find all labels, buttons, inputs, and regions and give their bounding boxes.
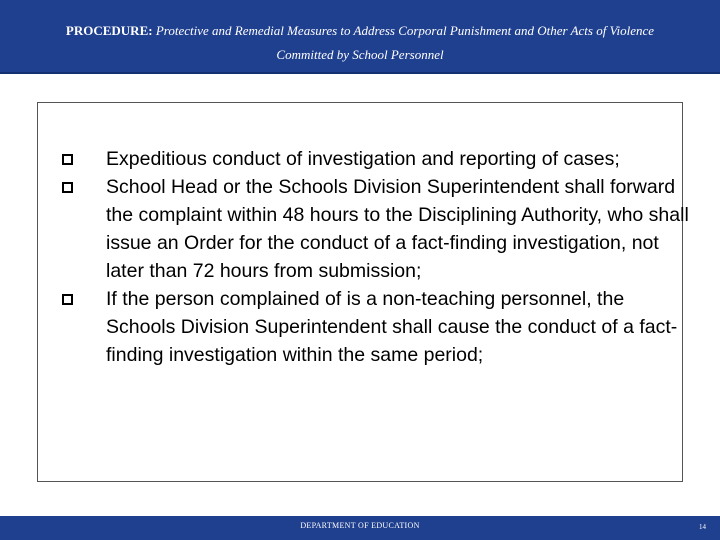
procedure-label: PROCEDURE: bbox=[65, 23, 153, 38]
header-title-line-2: Committed by School Personnel bbox=[276, 47, 444, 62]
checkbox-bullet-icon bbox=[62, 182, 73, 193]
checkbox-bullet-icon bbox=[62, 294, 73, 305]
bullet-list bbox=[60, 145, 690, 369]
bullet-text: If the person complained of is a non-teaching personnel, the Schools Division Superintendent shall cause the conduct of a fact-finding investigation within the same period; bbox=[106, 288, 678, 366]
header-title-part-1: Protective and Remedial Measures to Address Corporal Punishment and Other Acts of Violence bbox=[155, 23, 655, 38]
header-title-line-1 bbox=[0, 22, 720, 40]
bullet-text: Expeditious conduct of investigation and reporting of cases; bbox=[106, 148, 620, 170]
bullet-item bbox=[60, 173, 690, 285]
checkbox-bullet-icon bbox=[62, 154, 73, 165]
bullet-item bbox=[60, 145, 690, 173]
page-number: 14 bbox=[699, 523, 706, 531]
slide-footer bbox=[0, 516, 720, 540]
bullet-item bbox=[60, 285, 690, 369]
bullet-text: School Head or the Schools Division Superintendent shall forward the complaint within 48 hours to the Disciplining Authority, who shall issue an Order for the conduct of a fact-finding investigation, not later than 72 hours from submission; bbox=[106, 176, 689, 282]
slide-header bbox=[0, 0, 720, 74]
department-label: DEPARTMENT OF EDUCATION bbox=[300, 521, 420, 530]
